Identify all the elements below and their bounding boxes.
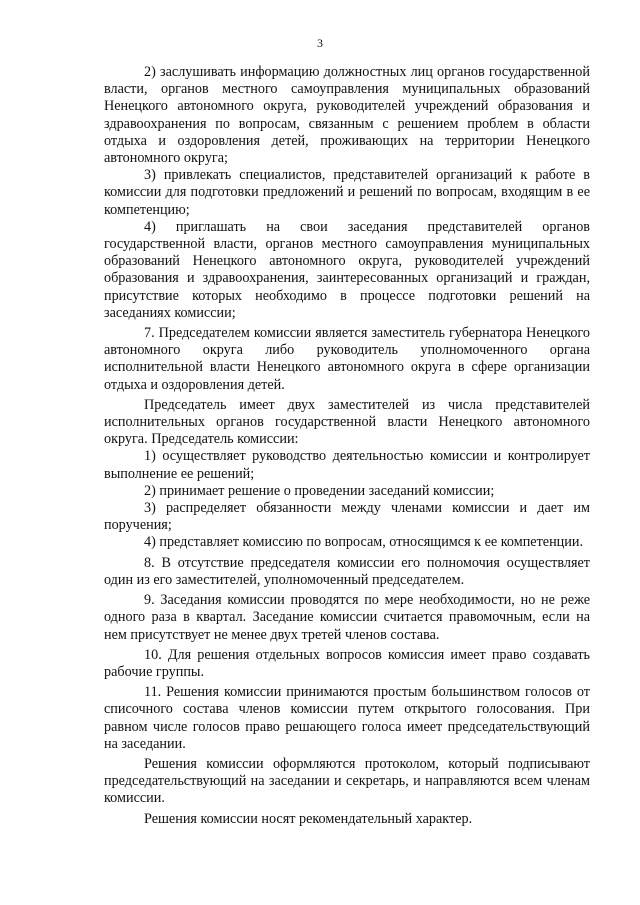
paragraph: 10. Для решения отдельных вопросов комиссия имеет право создавать рабочие группы. [104,646,590,680]
paragraph: 4) представляет комиссию по вопросам, относящимся к ее компетенции. [144,534,584,551]
paragraph: 4) приглашать на свои заседания представителей органов государственной власти, органов местного самоуправления муниципальных образований Ненецкого автономного округа, руководителей учреждений образования и здравоохранения, заинтересованных организаций и граждан, присутствие которых необходимо в процессе подготовки решений на заседаниях комиссии; [104,218,590,321]
paragraph: 2) принимает решение о проведении заседаний комиссии; [144,482,495,499]
paragraph: 7. Председателем комиссии является заместитель губернатора Ненецкого автономного округа либо руководитель уполномоченного органа исполнительной власти Ненецкого автономного округа в сфере организации отдыха и оздоровления детей. [104,325,590,393]
paragraph: Решения комиссии оформляются протоколом, который подписывают председательствующий на заседании и секретарь, и направляются всем членам комиссии. [104,755,590,807]
paragraph: 3) распределяет обязанности между членами комиссии и дает им поручения; [104,500,590,534]
document-body [104,64,590,828]
paragraph: 2) заслушивать информацию должностных лиц органов государственной власти, органов местного самоуправления муниципальных образований Ненецкого автономного округа, руководителей учреждений образования и здравоохранения по вопросам, связанным с решением проблем в области отдыха и оздоровления детей, проживающих на территории Ненецкого автономного округа; [104,64,590,167]
paragraph: Решения комиссии носят рекомендательный характер. [144,810,473,827]
paragraph: Председатель имеет двух заместителей из числа представителей исполнительных органов государственной власти Ненецкого автономного округа. Председатель комиссии: [104,396,590,448]
paragraph: 8. В отсутствие председателя комиссии его полномочия осуществляет один из его заместителей, уполномоченный председателем. [104,554,590,588]
paragraph: 11. Решения комиссии принимаются простым большинством голосов от списочного состава членов комиссии путем открытого голосования. При равном числе голосов право решающего голоса имеет председательствующий на заседании. [104,684,590,752]
page-number: 3 [317,36,323,50]
paragraph: 9. Заседания комиссии проводятся по мере необходимости, но не реже одного раза в квартал. Заседание комиссии считается правомочным, если на нем присутствует не менее двух третей членов состава. [104,592,590,643]
paragraph: 3) привлекать специалистов, представителей организаций к работе в комиссии для подготовки предложений и решений по вопросам, входящим в ее компетенцию; [104,167,590,218]
paragraph: 1) осуществляет руководство деятельностью комиссии и контролирует выполнение ее решений; [104,448,590,482]
